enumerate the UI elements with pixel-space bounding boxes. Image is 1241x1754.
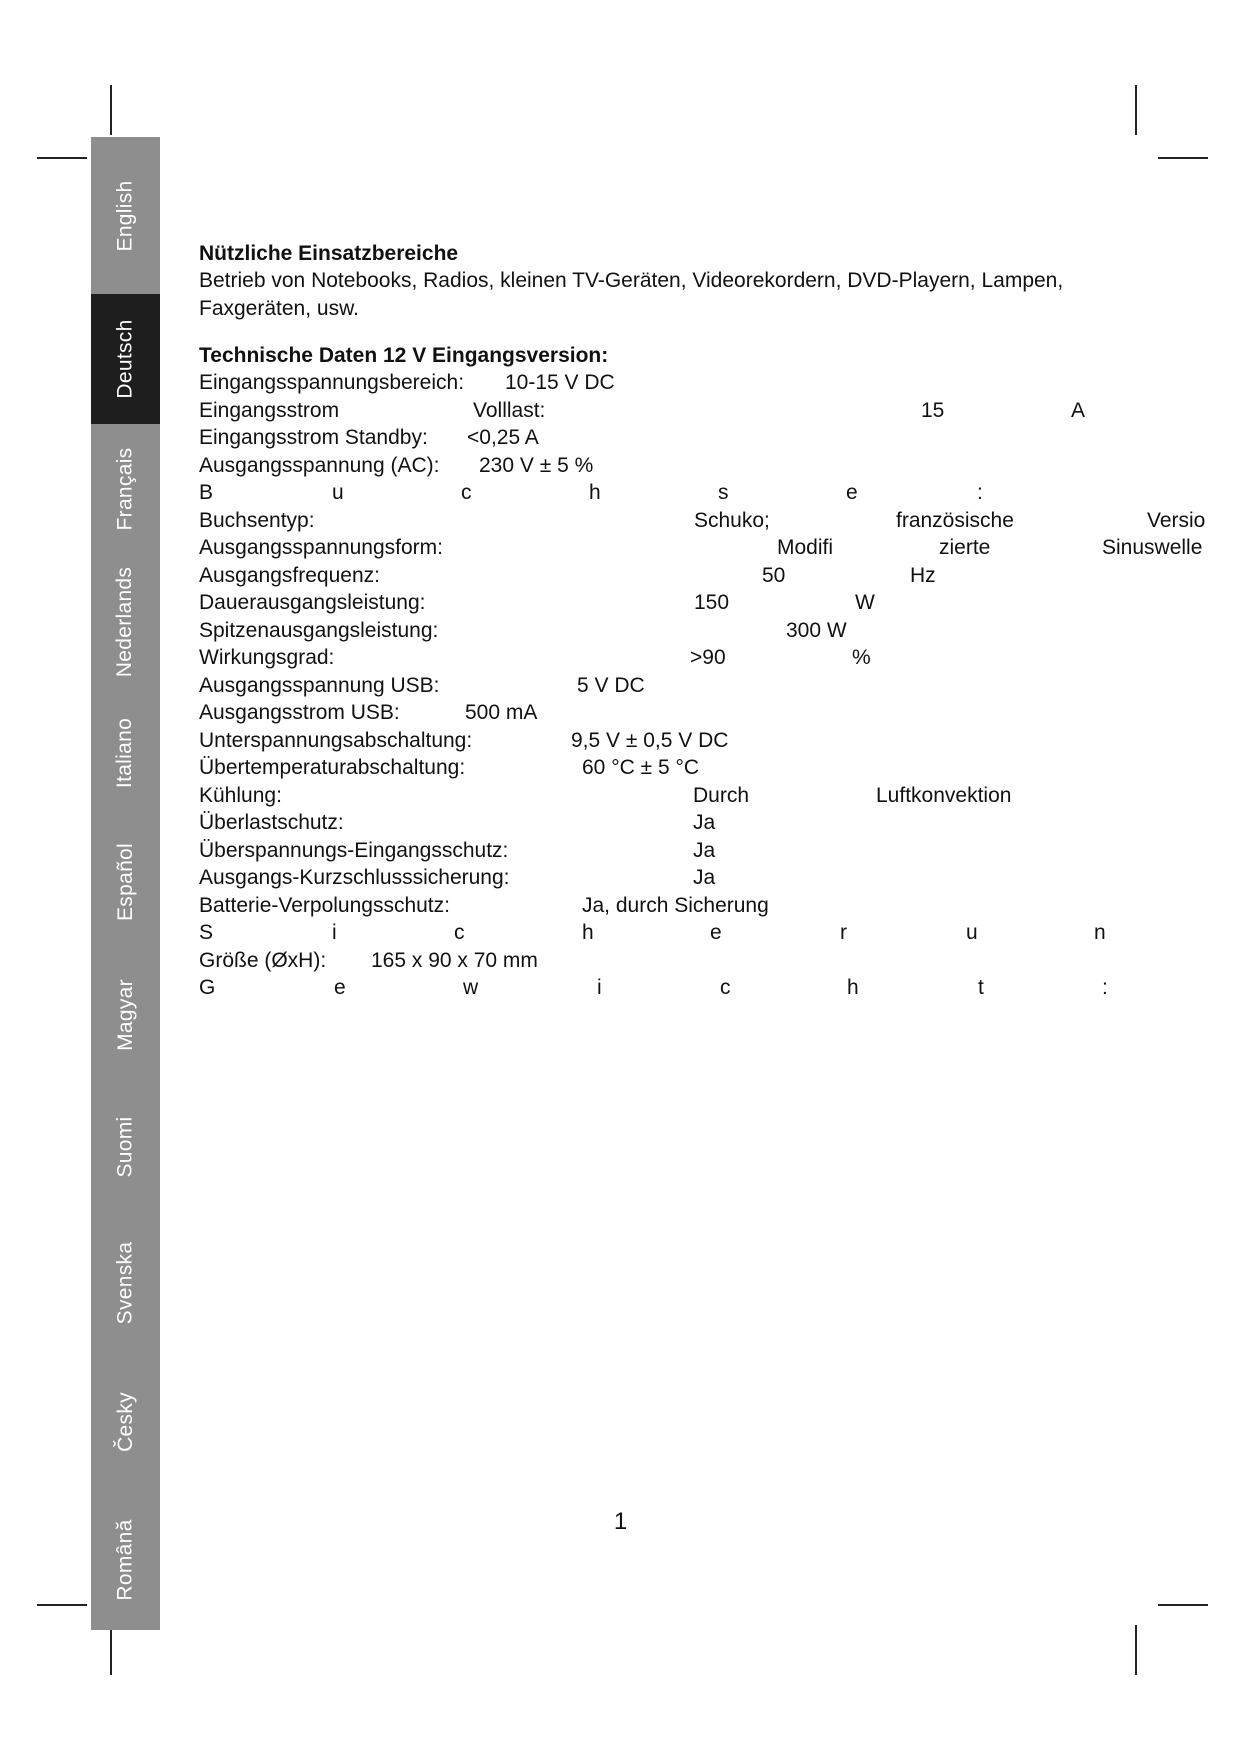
language-tab-nederlands[interactable] [91, 554, 160, 689]
language-tab-label: Suomi [113, 1116, 137, 1178]
language-tab-label: Română [113, 1519, 137, 1601]
crop-mark-top-right-vertical [1135, 85, 1137, 135]
crop-mark-top-left-horizontal [37, 157, 87, 159]
heading-use-cases: Nützliche Einsatzbereiche [199, 242, 459, 265]
language-tab-label: Česky [113, 1392, 137, 1452]
language-tab-cesky[interactable] [91, 1354, 160, 1490]
crop-mark-bottom-left-vertical [110, 1625, 112, 1675]
language-tab-label: Magyar [113, 978, 137, 1051]
language-tab-label: Français [113, 447, 137, 531]
document-body [199, 240, 1229, 1009]
language-tab-english[interactable] [91, 137, 160, 294]
crop-mark-bottom-right-horizontal [1158, 1604, 1208, 1606]
language-tab-label: Deutsch [113, 319, 137, 399]
use-cases-text: Betrieb von Notebooks, Radios, kleinen TV-Geräten, Videorekordern, DVD-Playern, Lampen, Faxgeräten, usw. [199, 269, 1064, 320]
crop-mark-top-right-horizontal [1158, 157, 1208, 159]
heading-technical-data: Technische Daten 12 V Eingangsversion: [199, 344, 609, 367]
crop-mark-bottom-left-horizontal [37, 1604, 87, 1606]
language-tab-italiano[interactable] [91, 689, 160, 817]
crop-mark-top-left-vertical [110, 85, 112, 135]
language-tab-label: Español [113, 843, 137, 921]
language-tab-francais[interactable] [91, 424, 160, 554]
language-tab-label: Nederlands [113, 566, 137, 677]
spec-list: Eingangsspannungsbereich: 10-15 V DC Eingangsstrom Volllast: 15 A Eingangsstrom Standby: <0,25 A Ausgangsspannung (AC): 230 V ± 5 % B u c h s e : Buchsentyp: Schuko; französische Versio Ausgangsspannungsform: Modifi zierte Sinuswelle Ausgangsfrequenz: 50 Hz Dauerausgangsleistung: 150 W Spitzenausgangsleistung: 300 W Wirkungsgrad: >90 % Ausgangsspannung USB: 5 V DC Ausgangsstrom USB: 500 mA Unterspannungsabschaltung: 9,5 V ± 0,5 V DC Übertemperaturabschaltung: 60 °C ± 5 °C Kühlung: Durch Luftkonvektion Überlastschutz: Ja Überspannungs-Eingangsschutz: Ja Ausgangs-Kurzschlusssicherung: Ja Batterie-Verpolungsschutz: Ja, durch Sicherung S i c h e r u n Größe (ØxH): 165 x 90 x 70 mm G e w i c h t : [199, 371, 1206, 999]
language-tab-label: Svenska [113, 1241, 137, 1325]
language-tab-label: Italiano [113, 717, 137, 789]
language-tab-magyar[interactable] [91, 947, 160, 1082]
page-number: 1 [613, 1508, 628, 1535]
crop-mark-bottom-right-vertical [1135, 1625, 1137, 1675]
language-tab-deutsch[interactable] [91, 294, 160, 424]
language-tab-espanol[interactable] [91, 817, 160, 947]
language-tab-label: English [113, 180, 137, 251]
language-tab-svenska[interactable] [91, 1212, 160, 1354]
language-sidebar [91, 137, 160, 1630]
language-tab-suomi[interactable] [91, 1082, 160, 1212]
